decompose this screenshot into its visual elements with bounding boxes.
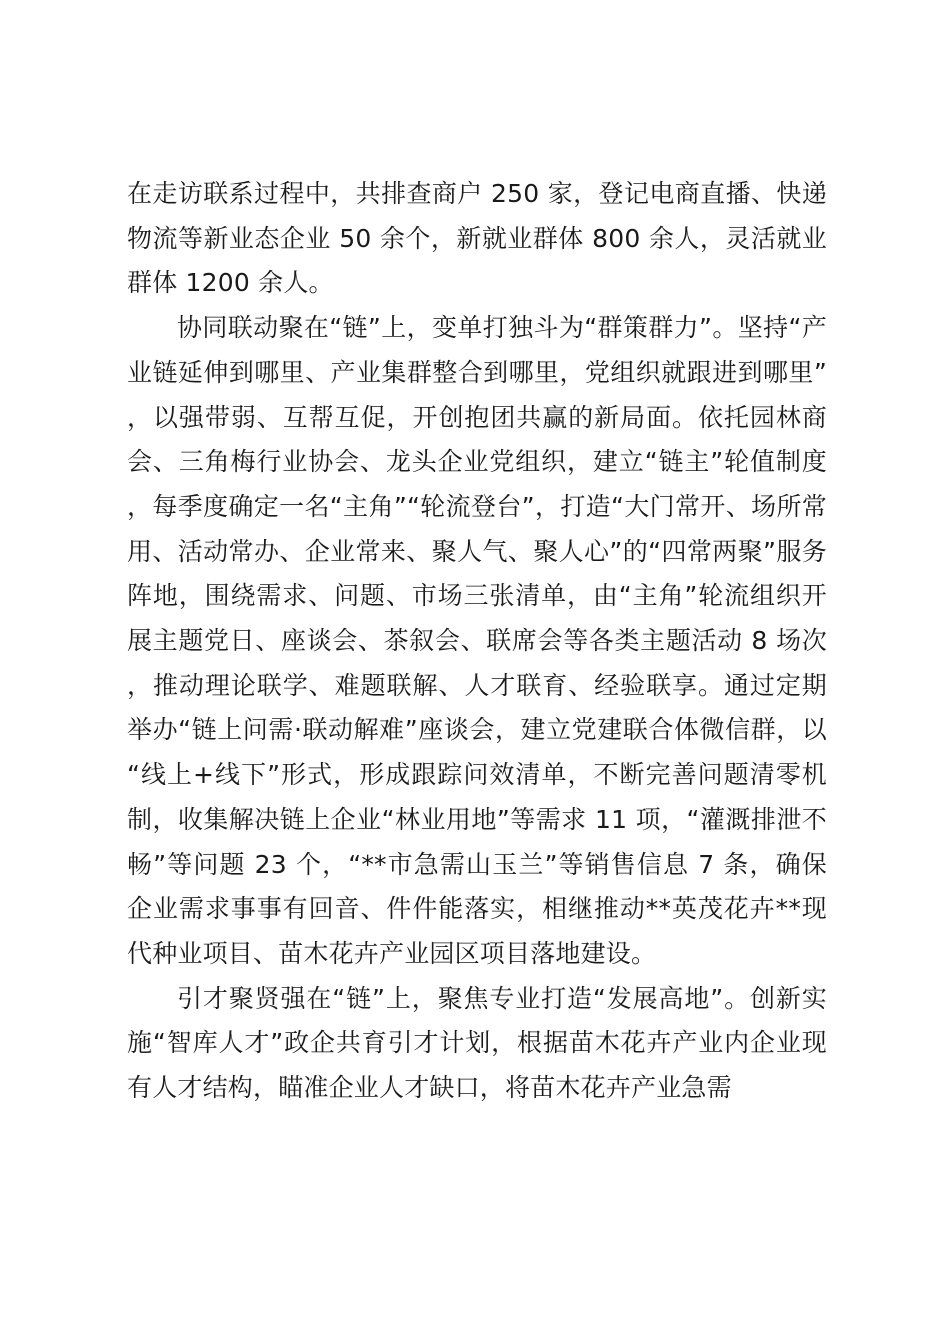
paragraph-1: 在走访联系过程中，共排查商户 250 家，登记电商直播、快递物流等新业态企业 50 余个，新就业群体 800 余人，灵活就业群体 1200 余人。 bbox=[127, 179, 827, 298]
paragraph-2: 协同联动聚在“链”上，变单打独斗为“群策群力”。坚持“产业链延伸到哪里、产业集群整合到哪里，党组织就跟进到哪里”，以强带弱、互帮互促，开创抱团共赢的新局面。依托园林商会、三角梅行业协会、龙头企业党组织，建立“链主”轮值制度，每季度确定一名“主角”“轮流登台”，打造“大门常开、场所常用、活动常办、企业常来、聚人气、聚人心”的“四常两聚”服务阵地，围绕需求、问题、市场三张清单，由“主角”轮流组织开展主题党日、座谈会、茶叙会、联席会等各类主题活动 8 场次，推动理论联学、难题联解、人才联育、经验联享。通过定期举办“链上问需·联动解难”座谈会，建立党建联合体微信群，以“线上+线下”形式，形成跟踪问效清单，不断完善问题清零机制，收集解决链上企业“林业用地”等需求 11 项，“灌溉排泄不畅”等问题 23 个，“**市急需山玉兰”等销售信息 7 条，确保企业需求事事有回音、件件能落实，相继推动**英茂花卉**现代种业项目、苗木花卉产业园区项目落地建设。 bbox=[127, 313, 827, 968]
paragraph-3: 引才聚贤强在“链”上，聚焦专业打造“发展高地”。创新实施“智库人才”政企共育引才计划，根据苗木花卉产业内企业现有人才结构，瞄准企业人才缺口，将苗木花卉产业急需 bbox=[127, 983, 827, 1103]
document-body bbox=[127, 172, 827, 1111]
